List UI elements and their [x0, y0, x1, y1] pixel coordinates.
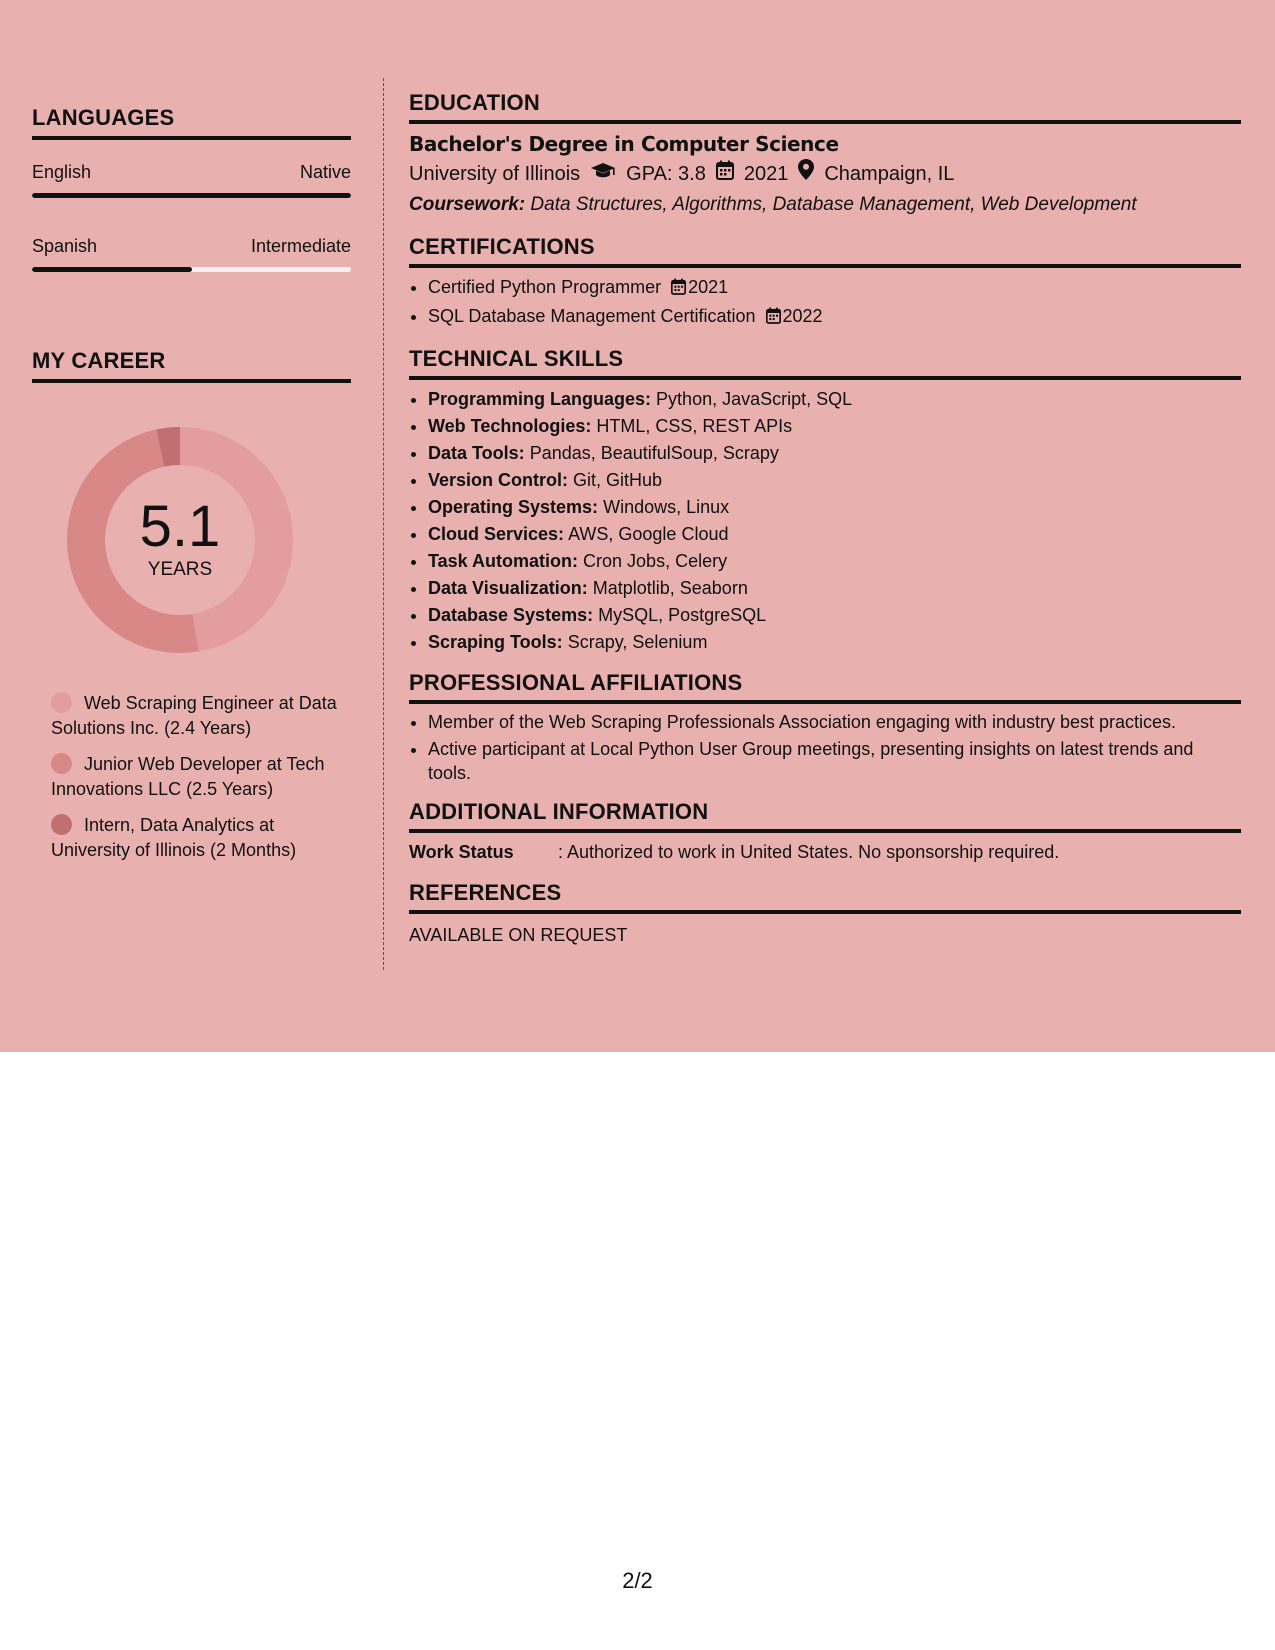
language-level: Native	[299, 162, 351, 182]
affiliation-item: • Member of the Web Scraping Professionals Association engaging with industry best practices.	[428, 710, 1241, 734]
additional-info-heading: ADDITIONAL INFORMATION	[409, 799, 1241, 833]
education-details	[409, 158, 1241, 190]
skill-value: Python, JavaScript, SQL	[656, 389, 853, 409]
career-donut-chart	[65, 425, 295, 655]
career-total	[65, 425, 295, 655]
languages-list	[32, 162, 351, 272]
language-proficiency-fill	[32, 193, 351, 198]
skill-label: Scraping Tools:	[428, 632, 563, 652]
certifications-section	[409, 234, 1241, 332]
languages-heading: LANGUAGES	[32, 105, 351, 140]
skill-item	[428, 602, 1241, 629]
career-legend-label: Web Scraping Engineer at Data Solutions Inc. (2.4 Years)	[51, 693, 337, 738]
career-legend-label: Junior Web Developer at Tech Innovations LLC (2.5 Years)	[51, 754, 325, 799]
skills-heading: TECHNICAL SKILLS	[409, 346, 1241, 380]
language-proficiency-bar	[32, 267, 351, 272]
career-total-value: 5.1	[139, 494, 221, 559]
affiliations-list	[409, 710, 1241, 785]
career-legend-item	[51, 752, 351, 802]
skill-label: Version Control:	[428, 470, 569, 490]
skill-value: Windows, Linux	[603, 497, 730, 517]
certification-year: 2021	[688, 277, 729, 297]
graduation-cap-icon	[590, 158, 616, 190]
calendar-icon	[671, 276, 686, 303]
career-legend-item	[51, 813, 351, 863]
language-item	[32, 236, 351, 272]
legend-dot	[51, 692, 72, 713]
certification-year: 2022	[782, 306, 823, 326]
career-legend	[32, 691, 351, 863]
column-divider	[383, 78, 384, 970]
education-location: Champaign, IL	[824, 163, 955, 185]
skills-section	[409, 346, 1241, 656]
skill-label: Data Tools:	[428, 443, 525, 463]
coursework-list: Data Structures, Algorithms, Database Management, Web Development	[530, 194, 1137, 215]
location-pin-icon	[798, 158, 814, 190]
skill-item	[428, 521, 1241, 548]
references-section	[409, 880, 1241, 949]
career-legend-label: Intern, Data Analytics at University of Illinois (2 Months)	[51, 815, 297, 860]
references-heading: REFERENCES	[409, 880, 1241, 914]
skill-label: Data Visualization:	[428, 578, 588, 598]
affiliations-section	[409, 670, 1241, 785]
skill-value: AWS, Google Cloud	[568, 524, 729, 544]
calendar-icon	[766, 305, 781, 332]
certifications-list	[409, 274, 1241, 332]
language-level: Intermediate	[250, 236, 351, 256]
skill-label: Cloud Services:	[428, 524, 565, 544]
skill-label: Web Technologies:	[428, 416, 592, 436]
skills-list	[409, 386, 1241, 656]
references-text: AVAILABLE ON REQUEST	[409, 925, 628, 945]
legend-dot	[51, 753, 72, 774]
skill-item	[428, 575, 1241, 602]
language-name: Spanish	[32, 236, 98, 256]
skill-value: Cron Jobs, Celery	[583, 551, 728, 571]
skill-item	[428, 386, 1241, 413]
certification-name: Certified Python Programmer	[428, 277, 662, 297]
career-legend-item	[51, 691, 351, 741]
degree-title: Bachelor's Degree in Computer Science	[409, 132, 839, 156]
skill-item	[428, 494, 1241, 521]
skill-item	[428, 440, 1241, 467]
education-section	[409, 90, 1241, 220]
skill-item	[428, 413, 1241, 440]
right-column	[409, 90, 1241, 963]
education-heading: EDUCATION	[409, 90, 1241, 124]
skill-label: Programming Languages:	[428, 389, 652, 409]
work-status-value: : Authorized to work in United States. No sponsorship required.	[558, 842, 1060, 862]
work-status-label: Work Status	[409, 842, 514, 862]
gpa: GPA: 3.8	[626, 163, 706, 185]
certification-name: SQL Database Management Certification	[428, 306, 756, 326]
skill-value: Git, GitHub	[573, 470, 663, 490]
certification-item	[428, 274, 1241, 303]
skill-value: Scrapy, Selenium	[567, 632, 708, 652]
coursework	[409, 190, 1241, 220]
additional-info-section	[409, 799, 1241, 866]
career-total-unit: YEARS	[147, 559, 213, 580]
skill-value: Pandas, BeautifulSoup, Scrapy	[529, 443, 779, 463]
career-heading: MY CAREER	[32, 348, 351, 383]
skill-label: Operating Systems:	[428, 497, 599, 517]
skill-item	[428, 629, 1241, 656]
language-name: English	[32, 162, 92, 182]
skill-value: MySQL, PostgreSQL	[598, 605, 767, 625]
language-proficiency-fill	[32, 267, 192, 272]
certification-item	[428, 303, 1241, 332]
language-item	[32, 162, 351, 198]
certifications-heading: CERTIFICATIONS	[409, 234, 1241, 268]
work-status	[409, 839, 1241, 866]
school-name: University of Illinois	[409, 163, 581, 185]
skill-label: Task Automation:	[428, 551, 579, 571]
page-number: 2/2	[622, 1568, 653, 1593]
calendar-icon	[716, 158, 734, 190]
skill-value: HTML, CSS, REST APIs	[596, 416, 793, 436]
skill-value: Matplotlib, Seaborn	[592, 578, 748, 598]
affiliations-heading: PROFESSIONAL AFFILIATIONS	[409, 670, 1241, 704]
affiliation-item: • Active participant at Local Python User Group meetings, presenting insights on latest trends and tools.	[428, 737, 1241, 785]
skill-label: Database Systems:	[428, 605, 594, 625]
graduation-year: 2021	[743, 163, 789, 185]
legend-dot	[51, 814, 72, 835]
coursework-label: Coursework:	[409, 194, 526, 215]
language-proficiency-bar	[32, 193, 351, 198]
left-column	[32, 78, 351, 874]
skill-item	[428, 467, 1241, 494]
skill-item	[428, 548, 1241, 575]
